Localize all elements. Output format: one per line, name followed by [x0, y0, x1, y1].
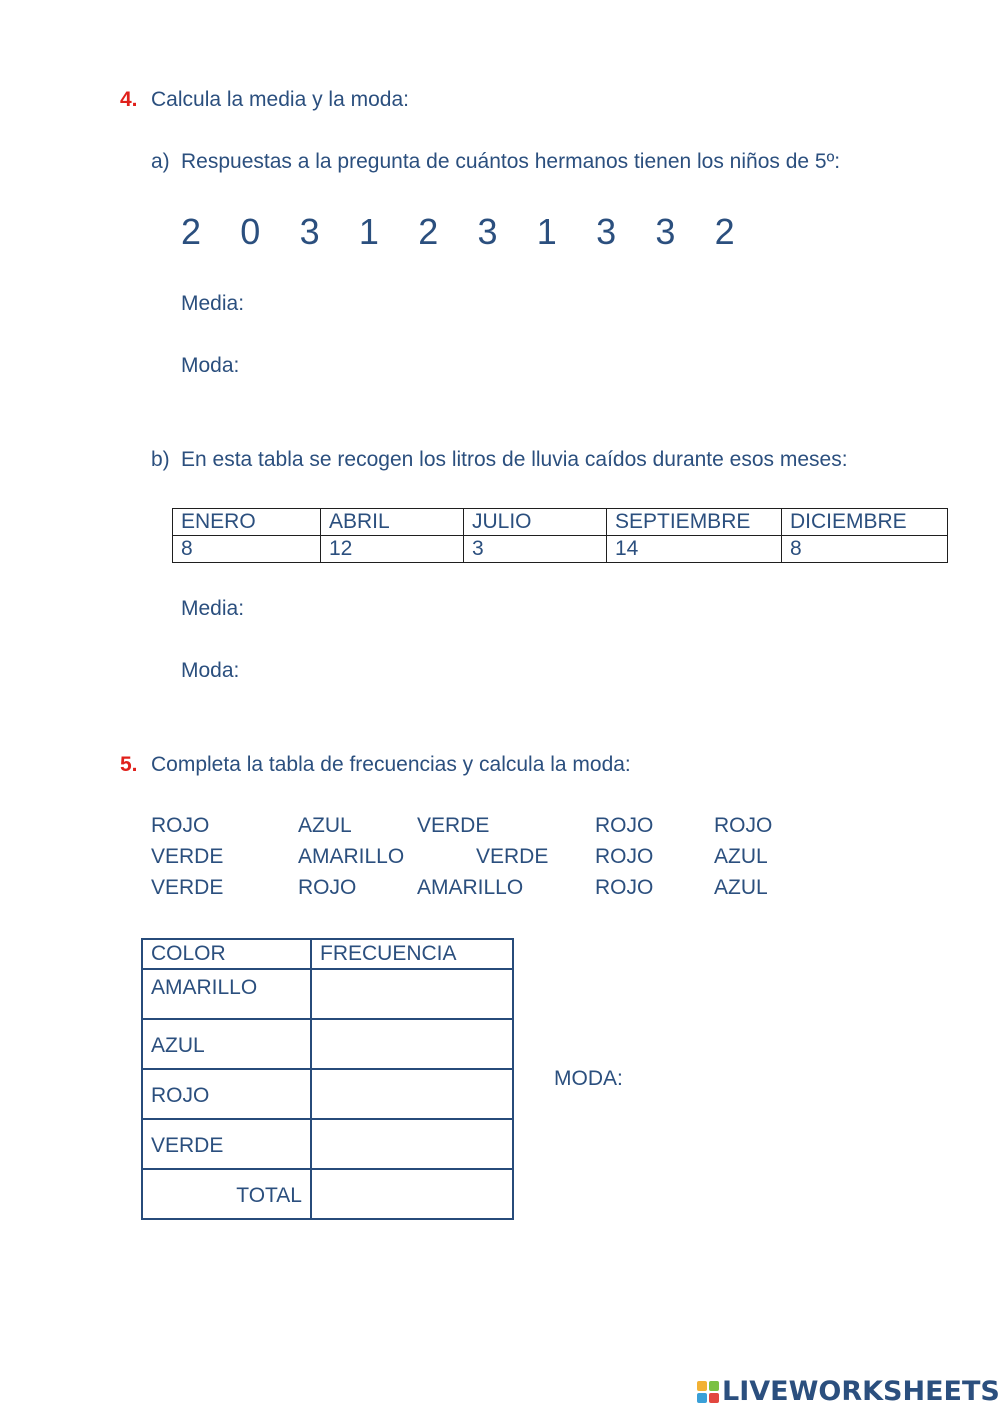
color-header: COLOR: [142, 939, 311, 969]
month-cell: JULIO: [464, 509, 607, 536]
color-word: VERDE: [417, 814, 490, 837]
frequency-input-cell[interactable]: [311, 969, 513, 1019]
value-item: 0: [240, 211, 261, 252]
frequency-input-cell[interactable]: [311, 1119, 513, 1169]
month-cell: DICIEMBRE: [782, 509, 948, 536]
value-item: 1: [358, 211, 379, 252]
question-5-title: Completa la tabla de frecuencias y calcula la moda:: [151, 753, 631, 776]
value-item: 3: [655, 211, 676, 252]
question-4-number: 4.: [120, 88, 138, 111]
value-item: 2: [418, 211, 439, 252]
frequency-header: FRECUENCIA: [311, 939, 513, 969]
rain-table-value-row: [173, 536, 948, 563]
total-label: TOTAL: [142, 1169, 311, 1219]
total-input-cell[interactable]: [311, 1169, 513, 1219]
color-name-cell: VERDE: [142, 1119, 311, 1169]
part-b-label: b): [151, 448, 170, 471]
value-item: 3: [596, 211, 617, 252]
logo-text: LIVEWORKSHEETS: [722, 1376, 1000, 1407]
color-word: ROJO: [714, 814, 773, 837]
value-item: 1: [536, 211, 557, 252]
month-cell: SEPTIEMBRE: [607, 509, 782, 536]
frequency-input-cell[interactable]: [311, 1069, 513, 1119]
rain-table-header-row: [173, 509, 948, 536]
part-b-media-label: Media:: [181, 597, 245, 620]
rain-table: [172, 508, 948, 563]
liters-cell: 8: [173, 536, 321, 563]
color-word: ROJO: [595, 876, 654, 899]
color-name-cell: AZUL: [142, 1019, 311, 1069]
color-name-cell: AMARILLO: [142, 969, 311, 1019]
value-item: 3: [477, 211, 498, 252]
color-word: VERDE: [151, 876, 224, 899]
part-b-text: En esta tabla se recogen los litros de lluvia caídos durante esos meses:: [181, 448, 848, 471]
color-word: ROJO: [595, 814, 654, 837]
color-word: ROJO: [151, 814, 210, 837]
liveworksheets-logo: [697, 1376, 1000, 1407]
siblings-values: [181, 211, 774, 253]
frequency-table-header-row: [142, 939, 513, 969]
liters-cell: 8: [782, 536, 948, 563]
month-cell: ENERO: [173, 509, 321, 536]
value-item: 2: [181, 211, 202, 252]
color-word: AZUL: [298, 814, 352, 837]
table-row: [142, 1119, 513, 1169]
color-word: VERDE: [476, 845, 549, 868]
table-row: [142, 1069, 513, 1119]
value-item: 2: [714, 211, 735, 252]
logo-icon: [697, 1381, 719, 1403]
part-a-media-label: Media:: [181, 292, 245, 315]
color-word: VERDE: [151, 845, 224, 868]
table-row: [142, 1019, 513, 1069]
color-name-cell: ROJO: [142, 1069, 311, 1119]
value-item: 3: [299, 211, 320, 252]
color-word: AZUL: [714, 876, 768, 899]
part-b-moda-label: Moda:: [181, 659, 240, 682]
color-word: AZUL: [714, 845, 768, 868]
total-row: [142, 1169, 513, 1219]
liters-cell: 14: [607, 536, 782, 563]
liters-cell: 3: [464, 536, 607, 563]
frequency-table: [141, 938, 514, 1220]
color-word: ROJO: [298, 876, 357, 899]
liters-cell: 12: [321, 536, 464, 563]
month-cell: ABRIL: [321, 509, 464, 536]
color-word: ROJO: [595, 845, 654, 868]
question-4-title: Calcula la media y la moda:: [151, 88, 409, 111]
color-word: AMARILLO: [417, 876, 524, 899]
part-a-text: Respuestas a la pregunta de cuántos hermanos tienen los niños de 5º:: [181, 150, 841, 173]
part-a-label: a): [151, 150, 170, 173]
part-a-moda-label: Moda:: [181, 354, 240, 377]
frequency-input-cell[interactable]: [311, 1019, 513, 1069]
question-5-number: 5.: [120, 753, 138, 776]
moda-answer-label: MODA:: [554, 1067, 623, 1090]
color-word: AMARILLO: [298, 845, 405, 868]
table-row: [142, 969, 513, 1019]
